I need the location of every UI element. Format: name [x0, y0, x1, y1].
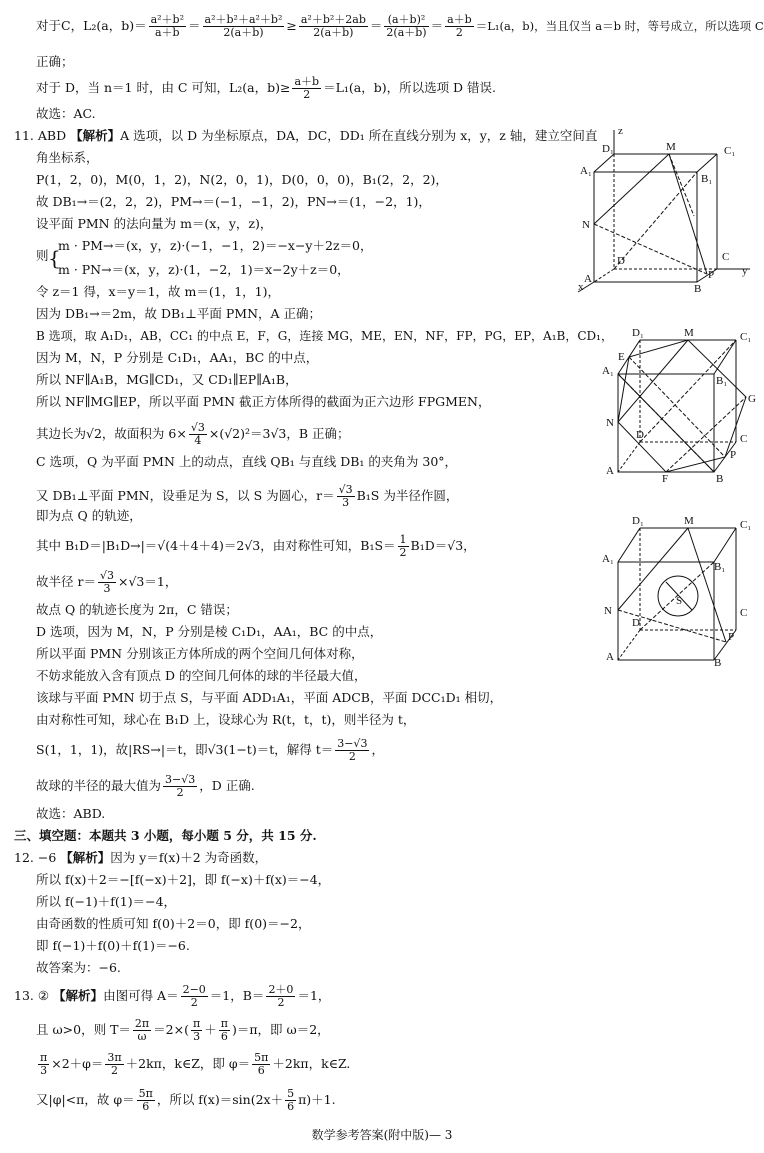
text-line: 则 — [36, 248, 49, 263]
svg-text:N: N — [604, 605, 612, 617]
svg-text:A₁: A₁ — [602, 365, 614, 377]
svg-text:B: B — [716, 473, 724, 484]
svg-text:D: D — [632, 617, 640, 629]
svg-text:N: N — [582, 219, 590, 231]
svg-text:C₁: C₁ — [740, 519, 752, 531]
text-line: 又|φ|<π，故 φ＝ $\frac{5\pi}{6}$ ，所以 f(x)＝sin(2x＋ $\frac{5}{6}$ π)＋1. — [36, 1087, 336, 1113]
text-line: 不妨求能放入含有顶点 D 的空间几何体的球的半径最大值， — [36, 668, 367, 683]
text-line: 由对称性可知，球心在 B₁D 上，设球心为 R(t，t，t)，则半径为 t， — [36, 712, 416, 727]
text-line: 由奇函数的性质可知 f(0)＋2＝0，即 f(0)＝−2， — [36, 916, 311, 931]
svg-text:A₁: A₁ — [580, 165, 592, 177]
question-11: 11. ABD 【解析】A 选项，以 D 为坐标原点，DA，DC，DD₁ 所在直线分别为 x，y，z 轴，建立空间直 — [14, 128, 598, 143]
svg-text:F: F — [662, 473, 669, 484]
fig1-label: z — [618, 125, 623, 137]
text-line: S(1，1，1)，故|RS→|＝t，即√3(1−t)＝t，解得 t＝ $\frac{3-√3}{2}$ ， — [36, 737, 384, 763]
cube-figure-hexagon — [596, 322, 758, 484]
svg-text:M: M — [684, 515, 694, 527]
svg-text:S: S — [676, 595, 683, 607]
svg-text:D: D — [617, 255, 625, 267]
text-line: 所以 NF∥A₁B，MG∥CD₁，又 CD₁∥EP∥A₁B， — [36, 372, 298, 387]
svg-text:B: B — [714, 657, 722, 669]
question-12: 12. −6 【解析】因为 y＝f(x)＋2 为奇函数， — [14, 850, 268, 865]
text-line: 对于 D，当 n＝1 时，由 C 可知，L₂(a，b)≥ $\frac{a+b}{2}$ ＝L₁(a，b)，所以选项 D 错误. — [36, 75, 497, 101]
text-line: $\frac{\pi}{3}$ ×2＋φ＝ $\frac{3\pi}{2}$ ＋2kπ，k∈Z，即 φ＝ $\frac{5\pi}{6}$ ＋2kπ，k∈Z. — [40, 1051, 351, 1077]
svg-text:B₁: B₁ — [714, 561, 726, 573]
text-line: 故选：ABD. — [36, 806, 106, 821]
text-line: 又 DB₁⊥平面 PMN，设垂足为 S，以 S 为圆心，r＝ $\frac{√3}{3}$ B₁S 为半径作圆， — [36, 483, 459, 509]
text-line: D 选项，因为 M，N，P 分别是棱 C₁D₁，AA₁，BC 的中点， — [36, 624, 383, 639]
text-line: 角坐标系， — [36, 150, 99, 165]
page-footer: 数学参考答案(附中版)— 3 — [311, 1128, 453, 1142]
cube-figure-circle — [596, 510, 758, 670]
brace: { — [48, 246, 61, 270]
text-line: 故球的半径的最大值为 $\frac{3-√3}{2}$ ，D 正确. — [36, 773, 255, 799]
svg-text:P: P — [708, 269, 715, 281]
text-line: 故点 Q 的轨迹长度为 2π，C 错误； — [36, 602, 238, 617]
svg-text:A: A — [606, 651, 614, 663]
text-line: 即为点 Q 的轨迹， — [36, 508, 142, 523]
text-line: P(1，2，0)，M(0，1，2)，N(2，0，1)，D(0，0，0)，B₁(2，2，2)， — [36, 172, 448, 187]
text-line: 设平面 PMN 的法向量为 m＝(x，y，z)， — [36, 216, 273, 231]
svg-text:C: C — [740, 607, 748, 619]
svg-text:P: P — [728, 631, 735, 643]
text-line: 其边长为√2，故面积为 6× $\frac{√3}{4}$ ×(√2)²＝3√3，B 正确； — [36, 421, 350, 447]
svg-text:B: B — [694, 283, 702, 295]
svg-text:A: A — [606, 465, 614, 477]
svg-text:D₁: D₁ — [602, 143, 614, 155]
text-line: 对于C，L₂(a，b)＝ $\frac{\text{a²＋b²}}{a+b}$ ＝ $\frac{\text{a²＋b²＋a²＋b²}}{2(a+b)}$ ≥ $\frac{\text{a²＋b²＋2ab}}{2(a+b)}$ ＝ $\frac{\text{(a＋b)²}}{2(a+b)}$ ＝ $\frac{a+b}{2}$ ＝L₁(a，b)，当且仅当 a＝b 时，等号成立，所以选项 C — [36, 13, 764, 39]
svg-text:C₁: C₁ — [740, 331, 752, 343]
text-line: C 选项，Q 为平面 PMN 上的动点，直线 QB₁ 与直线 DB₁ 的夹角为 30°， — [36, 454, 458, 469]
text-line: 故答案为：−6. — [36, 960, 121, 975]
text-line: 所以 f(−1)＋f(1)＝−4， — [36, 894, 177, 909]
svg-text:D₁: D₁ — [632, 327, 644, 339]
svg-text:G: G — [748, 393, 756, 405]
cube-figure-axes — [572, 124, 756, 296]
text-line: 即 f(−1)＋f(0)＋f(1)＝−6. — [36, 938, 190, 953]
svg-text:N: N — [606, 417, 614, 429]
svg-text:C: C — [740, 433, 748, 445]
text-line: 令 z＝1 得，x＝y＝1，故 m＝(1，1，1)， — [36, 284, 280, 299]
text-line: 所以 NF∥MG∥EP，所以平面 PMN 截正方体所得的截面为正六边形 FPGMEN， — [36, 394, 491, 409]
svg-text:D: D — [636, 429, 644, 441]
svg-text:M: M — [666, 141, 676, 153]
text-line: 所以平面 PMN 分别该正方体所成的两个空间几何体对称， — [36, 646, 364, 661]
text-line: 其中 B₁D＝|B₁D→|＝√(4＋4＋4)＝2√3，由对称性可知，B₁S＝ $\frac{1}{2}$ B₁D＝√3， — [36, 533, 476, 559]
text-line: 因为 M，N，P 分别是 C₁D₁，AA₁，BC 的中点， — [36, 350, 319, 365]
svg-text:D₁: D₁ — [632, 515, 644, 527]
text-line: 故选：AC. — [36, 106, 96, 121]
text-line: 该球与平面 PMN 切于点 S，与平面 ADD₁A₁，平面 ADCB，平面 DCC₁D₁ 相切， — [36, 690, 503, 705]
svg-text:C₁: C₁ — [724, 145, 736, 157]
text-line: 故 DB₁→＝(2，2，2)，PM→＝(−1，−1，2)，PN→＝(1，−2，1)， — [36, 194, 431, 209]
text-line: 因为 DB₁→＝2m，故 DB₁⊥平面 PMN，A 正确； — [36, 306, 322, 321]
text-line: 正确； — [36, 54, 74, 69]
section-heading: 三、填空题：本题共 3 小题，每小题 5 分，共 15 分. — [14, 828, 317, 843]
svg-text:C: C — [722, 251, 730, 263]
svg-text:A₁: A₁ — [602, 553, 614, 565]
text-line: 且 ω>0，则 T＝ $\frac{2\pi}{\omega}$ ＝2×( $\frac{\pi}{3}$ ＋ $\frac{\pi}{6}$ )＝π，即 ω＝2， — [36, 1017, 330, 1043]
text-line: 所以 f(x)＋2＝−[f(−x)＋2]，即 f(−x)＋f(x)＝−4， — [36, 872, 331, 887]
svg-text:A: A — [584, 273, 592, 285]
text-line: m · PN→＝(x，y，z)·(1，−2，1)＝x−2y＋z＝0， — [58, 262, 350, 277]
svg-text:y: y — [742, 265, 748, 277]
text-line: m · PM→＝(x，y，z)·(−1，−1，2)＝−x−y＋2z＝0， — [58, 238, 373, 253]
svg-text:B₁: B₁ — [701, 173, 713, 185]
svg-text:P: P — [730, 449, 737, 461]
svg-text:E: E — [618, 351, 625, 363]
question-13: 13. ② 【解析】由图可得 A＝ $\frac{2-0}{2}$ ＝1，B＝ $\frac{2+0}{2}$ ＝1， — [14, 983, 331, 1009]
svg-text:B₁: B₁ — [716, 375, 728, 387]
text-line: 故半径 r＝ $\frac{√3}{3}$ ×√3＝1， — [36, 569, 178, 595]
svg-text:M: M — [684, 327, 694, 339]
text-line: B 选项，取 A₁D₁，AB，CC₁ 的中点 E，F，G，连接 MG，ME，EN，NF，FP，PG，EP，A₁B，CD₁， — [36, 329, 613, 343]
svg-text:x: x — [578, 281, 584, 293]
